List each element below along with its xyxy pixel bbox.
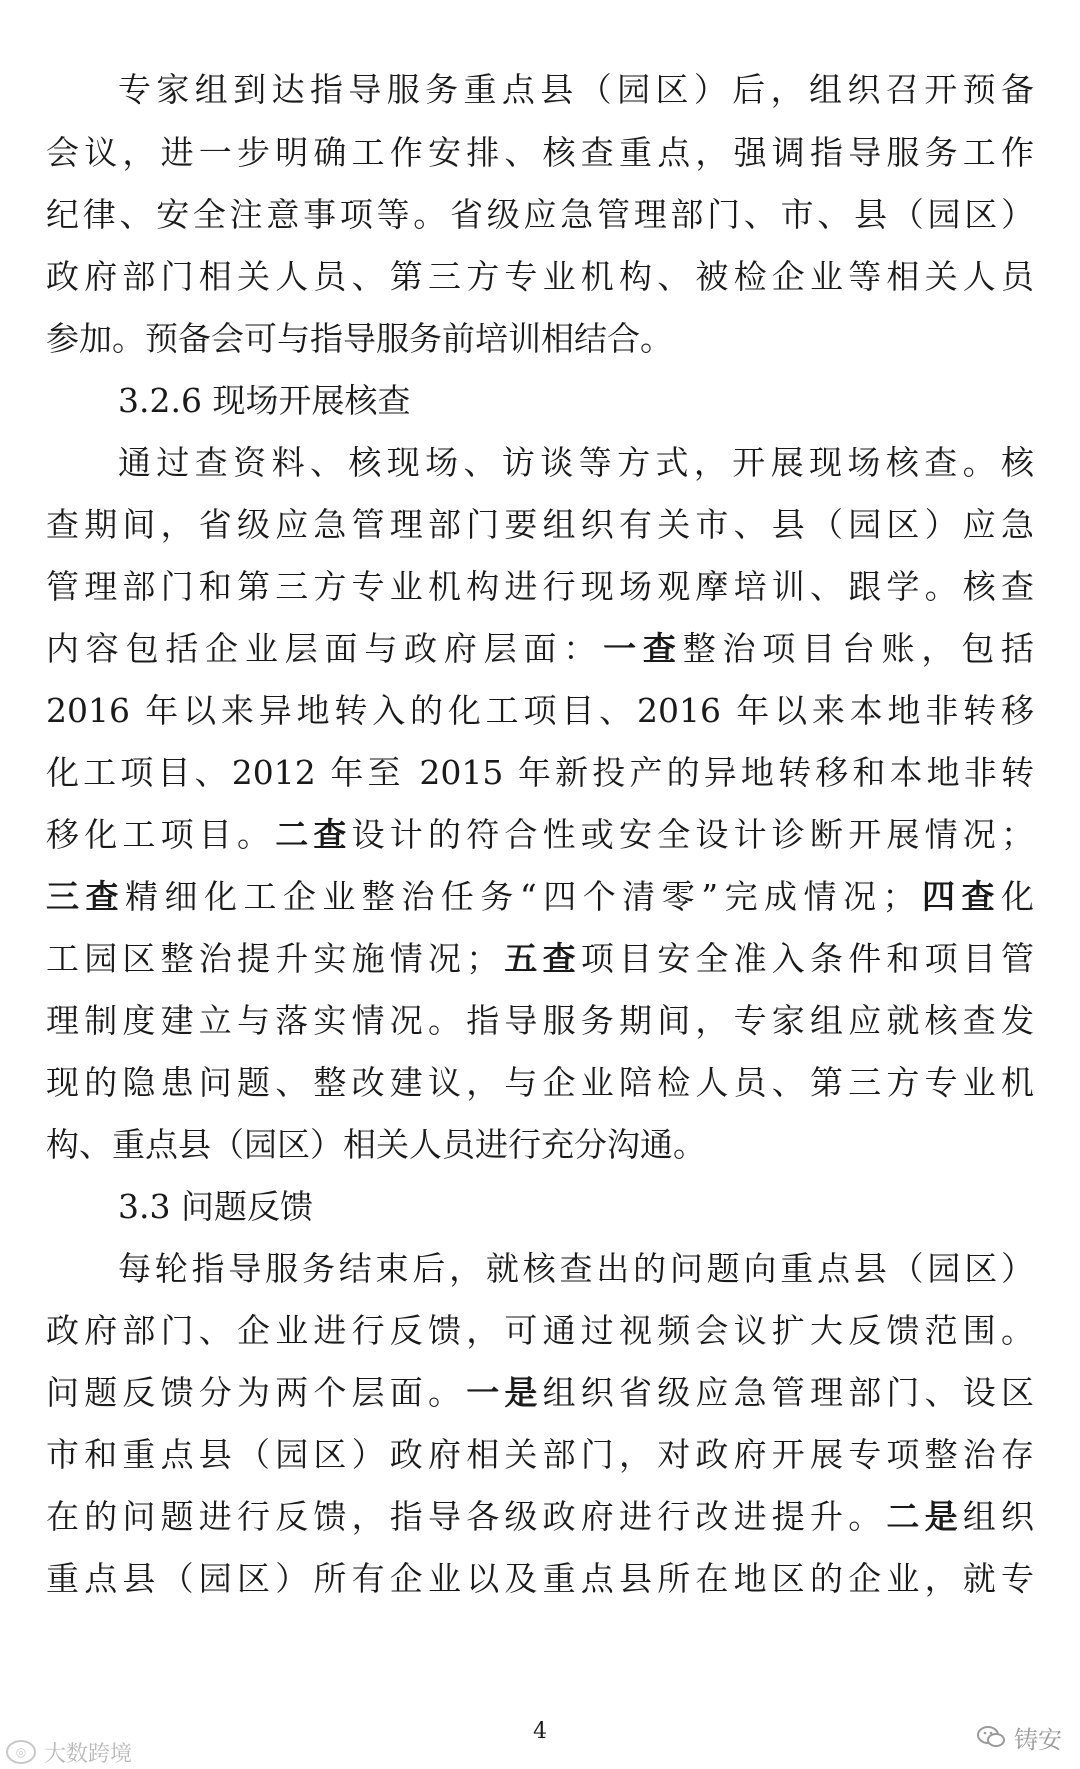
text-line [46,1493,1034,1541]
text-line [46,1555,1034,1603]
text-segment: 移化工项目。 [46,815,276,854]
bold-text-segment: 二是 [886,1497,963,1536]
text-line [118,66,1034,114]
text-segment: 专家组到达指导服务重点县（园区）后，组织召开预备 [118,70,1034,109]
text-line [118,1183,1034,1231]
text-segment: 工园区整治提升实施情况； [46,939,500,978]
text-line [118,439,1034,487]
bold-text-segment: 五查 [499,939,581,978]
text-segment: 会议，进一步明确工作安排、核查重点，强调指导服务工作 [46,133,1034,172]
text-line [46,315,1034,363]
text-segment: 组织 [962,1497,1035,1536]
text-line [46,191,1034,239]
wechat-logo-icon [976,1724,1006,1750]
text-line [46,1431,1034,1479]
text-segment: 管理部门和第三方专业机构进行现场观摩培训、跟学。核查 [46,567,1034,606]
text-line [46,687,1034,735]
text-segment: 参加。预备会可与指导服务前培训相结合。 [46,319,673,358]
text-segment: 查期间，省级应急管理部门要组织有关市、县（园区）应急 [46,505,1034,544]
text-segment: 问题反馈分为两个层面。 [46,1373,467,1412]
watermark-right [976,1720,1062,1754]
text-segment: 化 [1001,877,1035,916]
text-segment: 政府部门相关人员、第三方专业机构、被检企业等相关人员 [46,257,1034,296]
text-segment: 2016 年以来异地转入的化工项目、2016 年以来本地非转移 [46,691,1034,730]
page-number: 4 [533,1719,547,1744]
bold-text-segment: 四查 [915,877,1002,916]
text-line [46,501,1034,549]
text-line [46,625,1034,673]
text-segment: 精细化工企业整治任务“四个清零”完成情况； [124,877,916,916]
bold-text-segment: 一查 [603,629,683,668]
text-segment: 整治项目台账，包括 [682,629,1035,668]
watermark-left [6,1738,132,1766]
text-line [46,1121,1034,1169]
bold-text-segment: 二查 [275,815,352,854]
text-line [46,935,1034,983]
text-segment: 重点县（园区）所有企业以及重点县所在地区的企业，就专 [46,1559,1034,1598]
text-segment: 设计的符合性或安全设计诊断开展情况； [351,815,1035,854]
text-segment: 3.3 问题反馈 [118,1187,313,1226]
text-line [46,749,1034,797]
text-segment: 项目安全准入条件和项目管 [580,939,1035,978]
text-segment: 构、重点县（园区）相关人员进行充分沟通。 [46,1125,706,1164]
bubble-logo-icon: ◎ [6,1740,36,1764]
watermark-left-text: 大数跨境 [44,1741,133,1767]
text-segment: 组织省级应急管理部门、设区 [542,1373,1035,1412]
text-segment: 内容包括企业层面与政府层面： [46,629,604,668]
text-line [46,873,1034,921]
text-segment: 理制度建立与落实情况。指导服务期间，专家组应就核查发 [46,1001,1034,1040]
text-segment: 纪律、安全注意事项等。省级应急管理部门、市、县（园区） [46,195,1034,234]
text-line [46,811,1034,859]
text-segment: 每轮指导服务结束后，就核查出的问题向重点县（园区） [118,1249,1034,1288]
text-segment: 在的问题进行反馈，指导各级政府进行改进提升。 [46,1497,887,1536]
text-line [46,563,1034,611]
text-line [118,377,1034,425]
text-segment: 化工项目、2012 年至 2015 年新投产的异地转移和本地非转 [46,753,1034,792]
text-segment: 通过查资料、核现场、访谈等方式，开展现场核查。核 [118,443,1034,482]
text-segment: 现的隐患问题、整改建议，与企业陪检人员、第三方专业机 [46,1063,1034,1102]
text-line [46,1369,1034,1417]
text-line [46,253,1034,301]
bold-text-segment: 三查 [46,877,125,916]
text-segment: 政府部门、企业进行反馈，可通过视频会议扩大反馈范围。 [46,1311,1034,1350]
text-line [46,997,1034,1045]
text-line [46,1059,1034,1107]
watermark-right-text: 铸安 [1014,1725,1062,1754]
text-line [46,129,1034,177]
bold-text-segment: 一是 [466,1373,543,1412]
text-line [118,1245,1034,1293]
text-segment: 3.2.6 现场开展核查 [118,381,411,420]
text-segment: 市和重点县（园区）政府相关部门，对政府开展专项整治存 [46,1435,1034,1474]
text-line [46,1307,1034,1355]
